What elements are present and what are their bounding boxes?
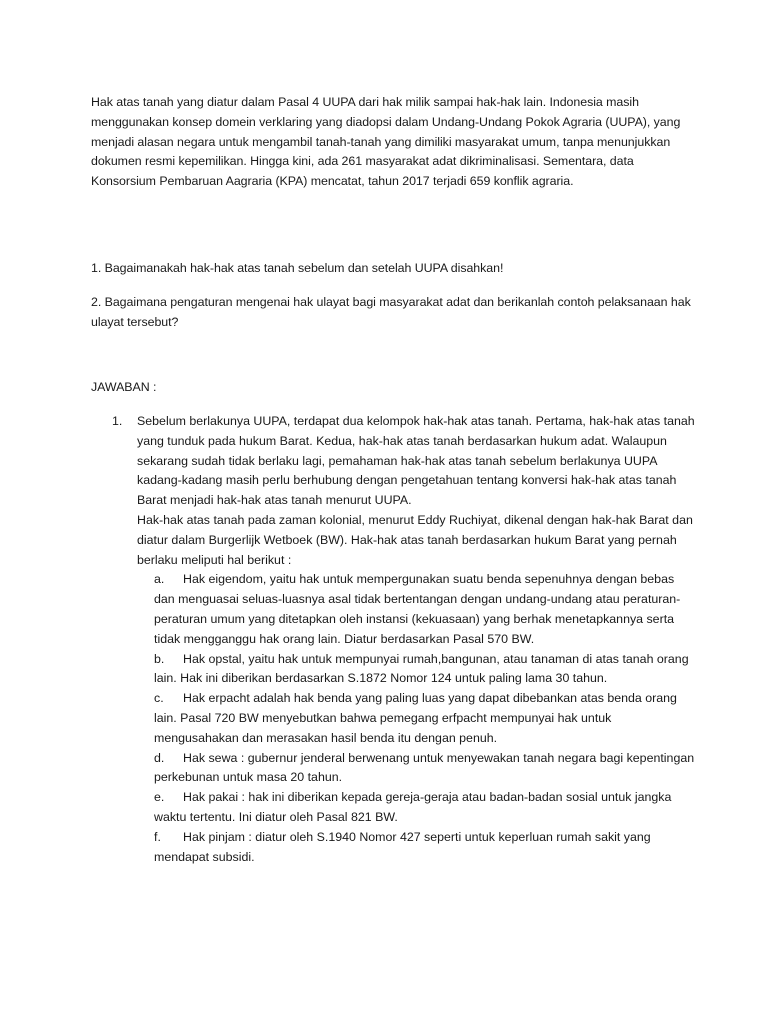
list-item <box>154 788 697 828</box>
list-letter: e. <box>154 790 165 805</box>
list-text: Hak erpacht adalah hak benda yang paling luas yang dapat dibebankan atas benda orang lain. Pasal 720 BW menyebutkan bahwa pemegang erfpacht mempunyai hak untuk mengusahakan dan merasakan hasil benda itu dengan penuh. <box>154 691 677 745</box>
list-item <box>154 749 697 789</box>
list-item <box>154 570 697 649</box>
list-text: Hak pakai : hak ini diberikan kepada gereja-geraja atau badan-badan sosial untuk jangka waktu tertentu. Ini diatur oleh Pasal 821 BW. <box>154 790 672 824</box>
intro-paragraph: Hak atas tanah yang diatur dalam Pasal 4 UUPA dari hak milik sampai hak-hak lain. Indonesia masih menggunakan konsep domein verklaring yang diadopsi dalam Undang-Undang Pokok Agraria (UUPA), yang menjadi alasan negara untuk mengambil tanah-tanah yang dimiliki masyarakat umum, tanpa menunjukkan dokumen resmi kepemilikan. Hingga kini, ada 261 masyarakat adat dikriminalisasi. Sementara, data Konsorsium Pembaruan Aagraria (KPA) mencatat, tahun 2017 terjadi 659 konflik agraria. <box>91 95 681 189</box>
question-2: 2. Bagaimana pengaturan mengenai hak ulayat bagi masyarakat adat dan berikanlah contoh pelaksanaan hak ulayat tersebut? <box>91 295 691 329</box>
list-item <box>154 828 697 868</box>
answer-body <box>137 412 697 867</box>
list-letter: a. <box>154 572 165 587</box>
list-letter: b. <box>154 651 165 666</box>
question-1: 1. Bagaimanakah hak-hak atas tanah sebelum dan setelah UUPA disahkan! <box>91 261 504 275</box>
list-item <box>154 650 697 690</box>
list-text: Hak opstal, yaitu hak untuk mempunyai rumah,bangunan, atau tanaman di atas tanah orang lain. Hak ini diberikan berdasarkan S.1872 Nomor 124 untuk paling lama 30 tahun. <box>154 651 689 686</box>
list-letter: d. <box>154 750 165 765</box>
list-item <box>154 689 697 748</box>
answer-label: JAWABAN : <box>91 380 157 394</box>
list-text: Hak sewa : gubernur jenderal berwenang untuk menyewakan tanah negara bagi kepentingan perkebunan untuk masa 20 tahun. <box>154 750 695 785</box>
answer-item-1 <box>112 412 697 867</box>
list-text: Hak eigendom, yaitu hak untuk mempergunakan suatu benda sepenuhnya dengan bebas dan menguasai seluas-luasnya asal tidak bertentangan dengan undang-undang atau peraturan-peraturan umum yang ditetapkan oleh instansi (kekuasaan) yang berhak menetapkannya serta tidak mengganggu hak orang lain. Diatur berdasarkan Pasal 570 BW. <box>154 572 681 646</box>
list-letter: c. <box>154 691 164 706</box>
answer-number: 1. <box>112 414 123 428</box>
answer-paragraph-1: Sebelum berlakunya UUPA, terdapat dua kelompok hak-hak atas tanah. Pertama, hak-hak atas tanah yang tunduk pada hukum Barat. Kedua, hak-hak atas tanah berdasarkan hukum adat. Walaupun sekarang sudah tidak berlaku lagi, pemahaman hak-hak atas tanah sebelum berlakunya UUPA kadang-kadang masih perlu berhubung dengan pengetahuan tentang konversi hak-hak atas tanah Barat menjadi hak-hak atas tanah menurut UUPA. <box>137 414 695 508</box>
answer-paragraph-2: Hak-hak atas tanah pada zaman kolonial, menurut Eddy Ruchiyat, dikenal dengan hak-hak Barat dan diatur dalam Burgerlijk Wetboek (BW). Hak-hak atas tanah berdasarkan hukum Barat yang pernah berlaku meliputi hal berikut : <box>137 512 693 567</box>
list-letter: f. <box>154 829 161 844</box>
sub-list <box>137 570 697 867</box>
list-text: Hak pinjam : diatur oleh S.1940 Nomor 427 seperti untuk keperluan rumah sakit yang mendapat subsidi. <box>154 829 651 864</box>
